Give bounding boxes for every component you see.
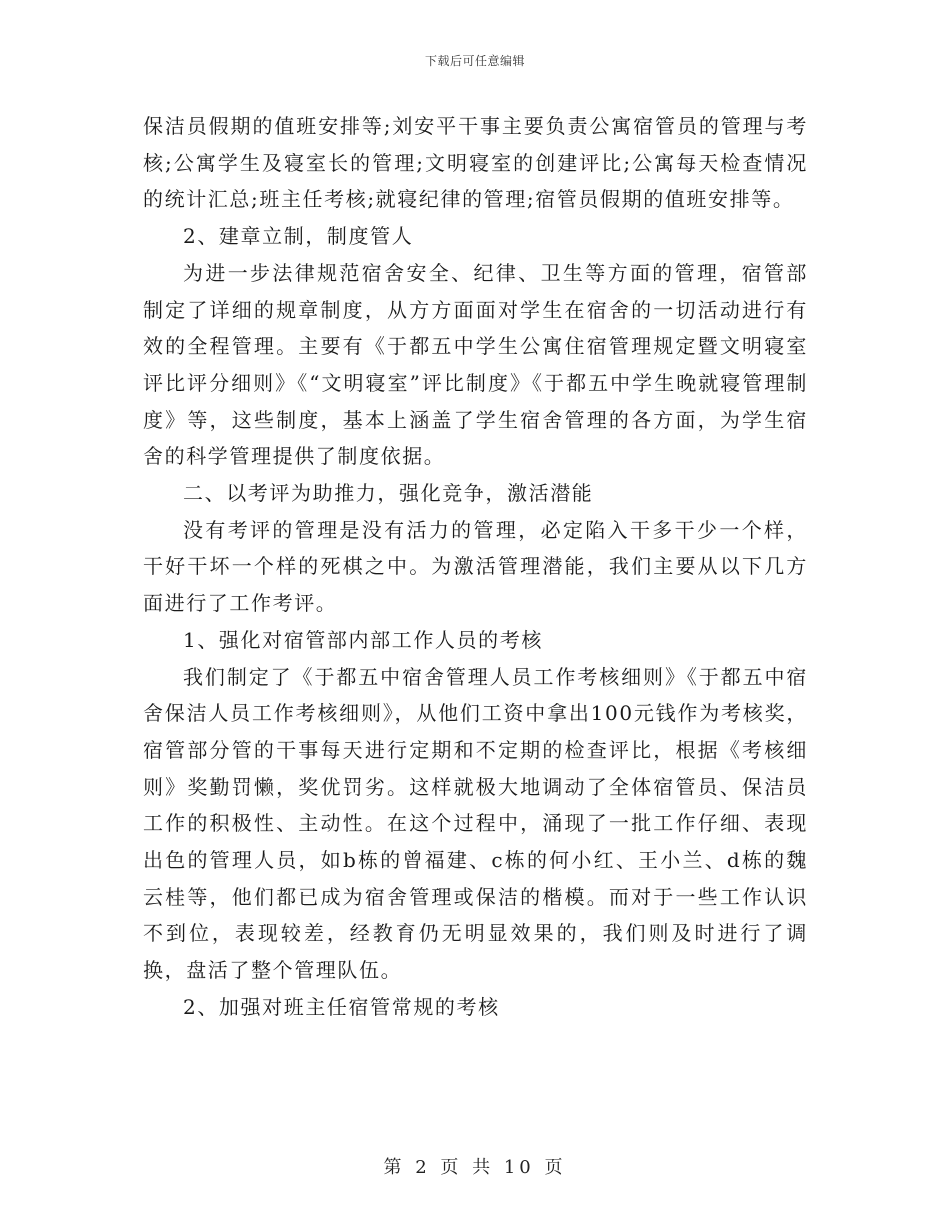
page-header: 下载后可任意编辑 xyxy=(424,54,525,68)
paragraph-evaluation: 没有考评的管理是没有活力的管理，必定陷入干多干少一个样，干好干坏一个样的死棋之中。为激活管理潜能，我们主要从以下几方面进行了工作考评。 xyxy=(143,517,808,616)
paragraph-staff-assessment: 我们制定了《于都五中宿舍管理人员工作考核细则》《于都五中宿舍保洁人员工作考核细则》，从他们工资中拿出100元钱作为考核奖，宿管部分管的干事每天进行定期和不定期的检查评比，根据《考核细则》奖勤罚懒，奖优罚劣。这样就极大地调动了全体宿管员、保洁员工作的积极性、主动性。在这个过程中，涌现了一批工作仔细、表现出色的管理人员，如b栋的曾福建、c栋的何小红、王小兰、d栋的魏云桂等，他们都已成为宿舍管理或保洁的楷模。而对于一些工作认识不到位，表现较差，经教育仍无明显效果的，我们则及时进行了调换，盘活了整个管理队伍。 xyxy=(143,664,808,983)
section-heading-evaluation: 二、以考评为助推力，强化竞争，激活潜能 xyxy=(183,481,594,506)
document-body xyxy=(143,108,808,1026)
paragraph-rules: 为进一步法律规范宿舍安全、纪律、卫生等方面的管理，宿管部制定了详细的规章制度，从方方面面对学生在宿舍的一切活动进行有效的全程管理。主要有《于都五中学生公寓住宿管理规定暨文明寝室评比评分细则》《“文明寝室”评比制度》《于都五中学生晚就寝管理制度》等，这些制度，基本上涵盖了学生宿舍管理的各方面，为学生宿舍的科学管理提供了制度依据。 xyxy=(143,260,808,469)
paragraph-continuation: 保洁员假期的值班安排等;刘安平干事主要负责公寓宿管员的管理与考核;公寓学生及寝室长的管理;文明寝室的创建评比;公寓每天检查情况的统计汇总;班主任考核;就寝纪律的管理;宿管员假期的值班安排等。 xyxy=(143,114,808,212)
subheading-staff-assessment: 1、强化对宿管部内部工作人员的考核 xyxy=(183,627,543,652)
subheading-rules: 2、建章立制，制度管人 xyxy=(183,224,414,249)
subheading-teacher-assessment: 2、加强对班主任宿管常规的考核 xyxy=(183,994,500,1019)
page-number: 第 2 页 共 10 页 xyxy=(383,1157,567,1178)
